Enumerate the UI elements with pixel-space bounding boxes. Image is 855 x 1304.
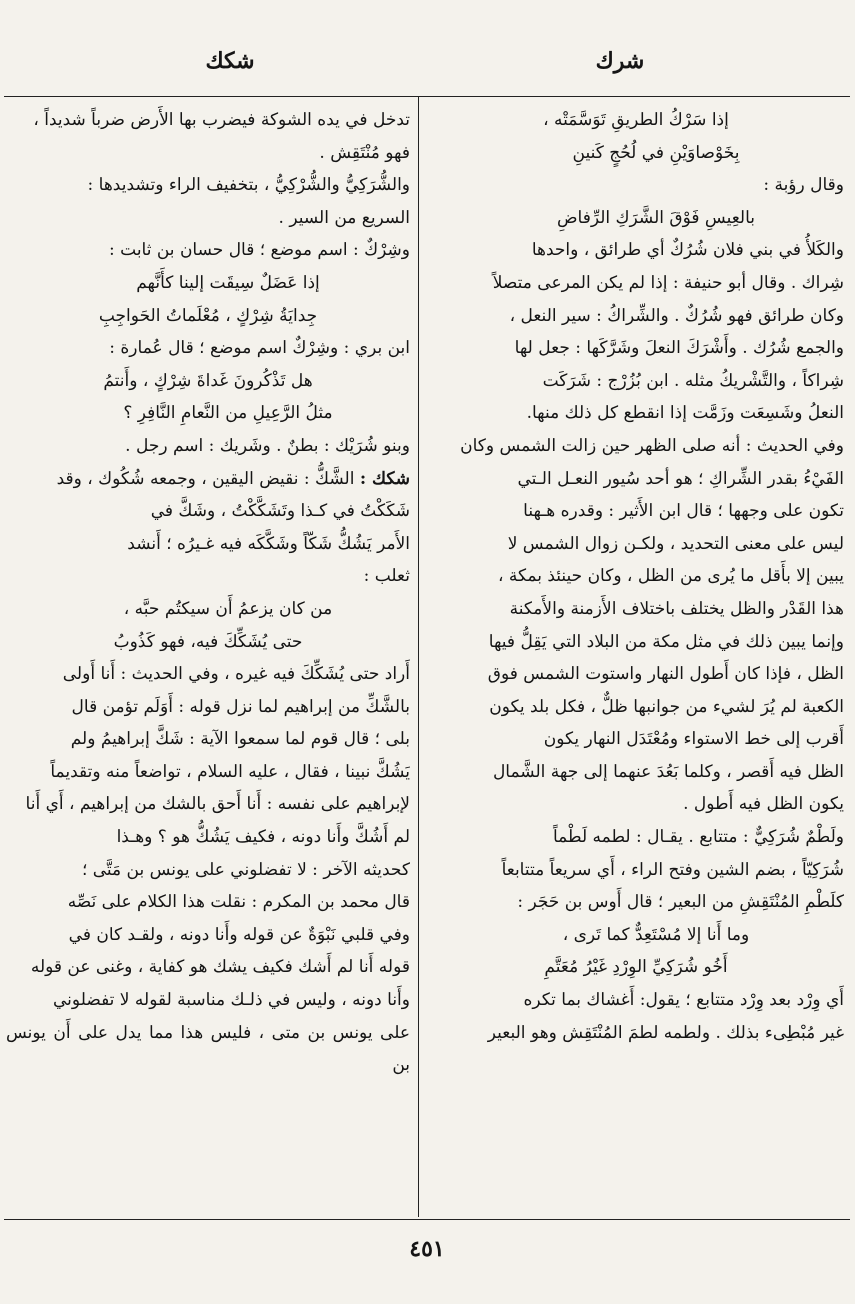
text-line: شُرَكِيّاً ، بضم الشين وفتح الراء ، أَي سريعاً متتابعاً [501, 859, 844, 880]
text-line: قوله أَنا لم أَشك فكيف يشك هو كفاية ، وغنى عن قوله [30, 957, 410, 978]
text-line: هذا القَدْر والظل يختلف باختلاف الأَزمنة والأَمكنة [509, 598, 844, 619]
text-line: يكون الظل فيه أَطول . [683, 794, 844, 815]
text-line: الأَمر يَشُكُّ شَكّاً وشَكَّكَه فيه غـيرُه ؛ أَنشد [127, 533, 410, 554]
text-line: بلى ؛ قال قوم لما سمعوا الآية : شَكَّ إبراهيمُ ولم [70, 729, 410, 750]
verse-line: هل تَذْكُرونَ غَداةَ شِرْكٍ ، وأَنتمُ [103, 370, 313, 391]
text-line: الكعبة لم يُرَ لشيء من جوانبها ظلٌّ ، فكل بلد يكون [489, 696, 844, 717]
text-line: ابن بري : وشِرْكٌ اسم موضع ؛ قال عُمارة : [109, 338, 410, 359]
entry-headword: شكك : [359, 468, 410, 489]
right-column [428, 104, 844, 1216]
verse-line: بالعِيسِ فَوْقَ الشَّرَكِ الرِّفاضِ [556, 207, 755, 228]
text-line: كحديثه الآخر : لا تفضلوني على يونس بن مَتَّى ؛ [81, 859, 410, 880]
verse-line: حتى يُشَكِّكَ فيه، فهو كَذُوبُ [113, 631, 303, 652]
text-line: تكون على وجهها ؛ قال ابن الأَثير : وقدره هـهنا [523, 501, 844, 522]
bottom-rule [4, 1219, 850, 1220]
text-line: يبين إلا بأَقل ما يُرى من الظل ، وكان حينئذ بمكة ، [497, 566, 844, 587]
text-line: شَكَكْتُ في كـذا وتَشَكَّكْتُ ، وشَكَّ في [150, 501, 410, 522]
text-line: يَشُكَّ نبينا ، فقال ، عليه السلام ، تواضعاً منه وتقديماً [50, 761, 410, 782]
verse-line: أَخُو شُرَكِيِّ الوِرْدِ غَيْرُ مُعَتَّمِ [544, 957, 728, 978]
text-line: ولَطْمٌ شُرَكِيٌّ : متتابع . يقـال : لطمه لَطْماً [553, 827, 844, 848]
text-line: والشُّرَكِيُّ والشُّرْكِيُّ ، بتخفيف الراء وتشديدها : [87, 175, 410, 196]
text-line: ثعلب : [363, 566, 410, 587]
left-column [6, 104, 410, 1216]
entry-line [6, 463, 410, 496]
text-line: والكَلأُ في بني فلان شُرُكٌ أي طرائق ، واحدها [531, 240, 844, 261]
verse-line: وما أَنا إلا مُسْتَعِدٌّ كما تَرى ، [562, 924, 750, 945]
text-line: وفي الحديث : أنه صلى الظهر حين زالت الشمس وكان [460, 435, 844, 456]
text-line: والجمع شُرُك . وأَشْرَكَ النعلَ وشَرَّكَها : جعل لها [514, 338, 844, 359]
verse-line: من كان يزعمُ أَن سيكتُم حبَّه ، [123, 598, 333, 619]
text-line: وفي قلبي نَبْوَةٌ عن قوله وأَنا دونه ، ولقـد كان في [68, 924, 410, 945]
text-line: النعلُ وشَسِعَت وزَمَّت إذا انقطع كل ذلك منها. [526, 403, 844, 424]
text-line: وأَنا دونه ، وليس في ذلـك مناسبة لقوله لا تفضلوني [53, 990, 410, 1011]
verse-line: بِخَوْصاوَيْنِ في لُحُجٍ كَنينِ [572, 142, 740, 163]
text-line: قال محمد بن المكرم : نقلت هذا الكلام على نَصِّه [67, 892, 410, 913]
column-divider [418, 97, 419, 1217]
verse-line: إذا سَرْكُ الطريقِ تَوَسَّمَتْه ، [543, 110, 729, 130]
text-line: أَي وِرْد بعد وِرْد متتابع ؛ يقول: أَغشاك بما تكره [523, 990, 844, 1011]
text-line: لإبراهيم على نفسه : أَنا أَحق بالشك من إبراهيم ، أَي أَنا [25, 794, 410, 815]
text-line: الفَيْءُ بقدر الشِّراكِ ؛ هو أحد سُيور النعـل الـتي [517, 468, 844, 489]
text-line: بالشَّكِّ من إبراهيم لما نزل قوله : أَوَلَم تؤمن قال [71, 696, 410, 717]
text-line: لم أَشُكَّ وأَنا دونه ، فكيف يَشُكُّ هو ؟ وهـذا [116, 827, 410, 848]
text-line: أَراد حتى يُشَكِّكَ فيه غيره ، وفي الحديث : أَنا أَولى [62, 664, 410, 685]
header-right-word: شرك [595, 48, 645, 74]
entry-text: الشَّكُّ : نقيض اليقين ، وجمعه شُكُوك ، وقد [56, 468, 360, 489]
text-line: ليس على معنى التحديد ، ولكـن زوال الشمس لا [507, 533, 844, 554]
verse-line: مثلُ الرَّعِيلِ من النَّعامِ النَّافِرِ ؟ [123, 403, 333, 424]
text-line: غير مُبْطِىء بذلك . ولطمه لطمَ المُنْتَقِش وهو البعير [487, 1022, 844, 1043]
top-rule [4, 96, 850, 97]
text-line: السريع من السير . [278, 207, 410, 228]
text-line: كلَطْمِ المُنْتَقِشِ من البعير ؛ قال أَوس بن حَجَر : [517, 892, 844, 913]
text-line: أَقرب إلى خط الاستواء ومُعْتَدَل النهار يكون [543, 729, 844, 750]
text-line: وشِرْكٌ : اسم موضع ؛ قال حسان بن ثابت : [109, 240, 410, 261]
text-line: تدخل في يده الشوكة فيضرب بها الأَرض ضرباً شديداً ، [33, 110, 410, 130]
text-line: فهو مُنْتَقِش . [319, 142, 410, 163]
text-line: وقال رؤبة : [763, 175, 844, 196]
header-left-word: شكك [205, 48, 255, 74]
text-line: شِراك . وقال أبو حنيفة : إذا لم يكن المرعى متصلاً [492, 272, 844, 293]
text-line: الظل فيه أَقصر ، وكلما بَعُدَ عنهما إلى جهة الشَّمال [492, 761, 844, 782]
text-line: الظل ، فإذا كان أَطول النهار واستوت الشمس فوق [487, 664, 844, 685]
text-line: على يونس بن متى ، فليس هذا مما يدل على أَن يونس بن [6, 1022, 410, 1076]
text-line: شِراكاً ، والتَّشْريكُ مثله . ابن بُزُرْج : شَرَكَت [542, 370, 844, 391]
text-line: وبنو شُرَيْك : بطنٌ . وشَريك : اسم رجل . [125, 435, 410, 456]
verse-line: جِدايَةُ شِرْكٍ ، مُعْلَماتُ الحَواجِبِ [98, 305, 318, 326]
text-line: وإنما يبين ذلك في مثل مكة من البلاد التي يَقِلُّ فيها [488, 631, 844, 652]
verse-line: إذا عَضَلٌ سِيقَت إلينا كأَنَّهم [136, 272, 320, 293]
page-number: ٤٥١ [409, 1236, 445, 1262]
text-line: وكان طرائق فهو شُرُكٌ . والشِّراكُ : سير النعل ، [509, 305, 844, 326]
